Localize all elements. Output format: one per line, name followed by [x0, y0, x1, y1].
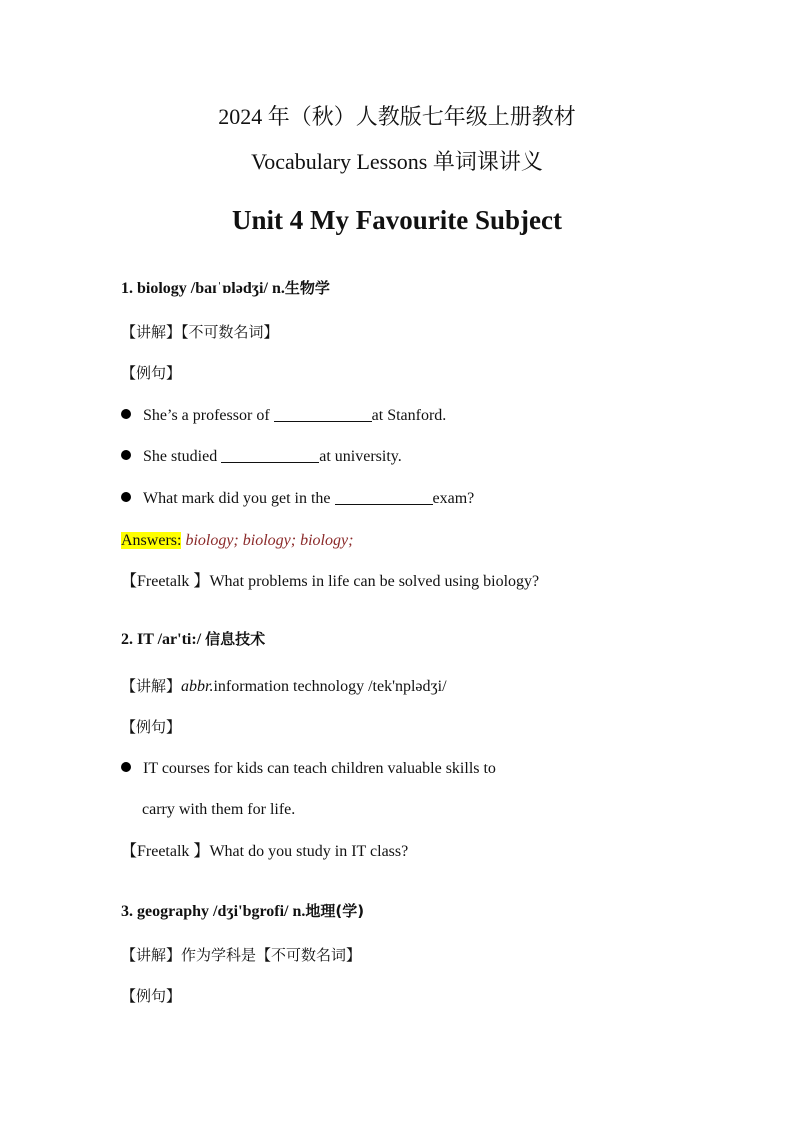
document-title-line1: 2024 年（秋）人教版七年级上册教材: [218, 104, 576, 129]
explain-abbr: abbr.: [181, 678, 214, 695]
entry-meaning: 生物学: [284, 279, 330, 297]
fill-blank: [221, 448, 319, 463]
explain-text: 【不可数名词】: [181, 323, 279, 341]
entry-phonetic: /ar'ti:/: [157, 631, 202, 648]
explain-text: information technology /tek'nplədʒi/: [213, 678, 447, 695]
example-text-before: What mark did you get in the: [143, 490, 335, 507]
entry-1-example-3: [121, 488, 474, 510]
example-text-before: She studied: [143, 448, 222, 465]
bullet-icon: [121, 409, 131, 419]
entry-number: 3.: [121, 903, 133, 920]
example-label: 【例句】: [121, 718, 182, 736]
bullet-icon: [121, 762, 131, 772]
entry-1-example-label: [121, 362, 181, 385]
entry-word: biology: [137, 280, 187, 297]
explain-text: 作为学科是【不可数名词】: [181, 946, 362, 964]
entry-pos: n.: [292, 903, 306, 920]
bullet-icon: [121, 450, 131, 460]
entry-2-freetalk: [121, 841, 408, 863]
freetalk-label: 【Freetalk 】: [121, 573, 210, 590]
entry-1-example-1: [121, 405, 446, 427]
explain-label: 【讲解】: [121, 323, 182, 341]
example-label: 【例句】: [121, 987, 182, 1005]
entry-1-heading: [121, 277, 330, 300]
entry-1-freetalk: [121, 571, 539, 593]
example-text-after: at Stanford.: [371, 407, 447, 424]
entry-word: geography: [137, 903, 209, 920]
explain-label: 【讲解】: [121, 946, 182, 964]
entry-number: 1.: [121, 280, 133, 297]
fill-blank: [335, 490, 433, 505]
entry-phonetic: /baɪˈɒlәdʒi/: [190, 280, 268, 297]
entry-phonetic: /dʒi'bgrofi/: [213, 903, 289, 920]
unit-title: Unit 4 My Favourite Subject: [232, 205, 562, 235]
entry-3-heading: [121, 900, 364, 923]
entry-1-answers: [121, 530, 353, 552]
explain-label: 【讲解】: [121, 677, 182, 695]
entry-word: IT: [137, 631, 154, 648]
freetalk-text: What do you study in IT class?: [209, 843, 409, 860]
entry-1-explain: [121, 321, 279, 344]
example-text-continued: carry with them for life.: [142, 801, 296, 818]
bullet-icon: [121, 492, 131, 502]
example-text-after: at university.: [319, 448, 402, 465]
example-text: IT courses for kids can teach children valuable skills to: [143, 760, 496, 777]
freetalk-text: What problems in life can be solved using biology?: [209, 573, 540, 590]
entry-3-explain: [121, 944, 361, 967]
entry-meaning: 信息技术: [205, 630, 266, 648]
answers-text: biology; biology; biology;: [181, 532, 354, 549]
freetalk-label: 【Freetalk 】: [121, 843, 210, 860]
entry-2-heading: [121, 628, 265, 651]
fill-blank: [274, 407, 372, 422]
document-title-line2: Vocabulary Lessons 单词课讲义: [251, 149, 543, 174]
example-label: 【例句】: [121, 364, 182, 382]
example-text-before: She’s a professor of: [143, 407, 274, 424]
entry-3-example-label: [121, 985, 181, 1008]
entry-number: 2.: [121, 631, 133, 648]
entry-pos: n.: [271, 280, 285, 297]
entry-2-example-label: [121, 716, 181, 739]
entry-2-example-1-cont: [142, 799, 295, 821]
entry-1-example-2: [121, 446, 402, 468]
example-text-after: exam?: [432, 490, 475, 507]
entry-meaning: 地理(学): [305, 902, 365, 920]
entry-2-explain: [121, 675, 447, 698]
entry-2-example-1: [121, 758, 496, 780]
answers-label: Answers:: [121, 532, 182, 549]
